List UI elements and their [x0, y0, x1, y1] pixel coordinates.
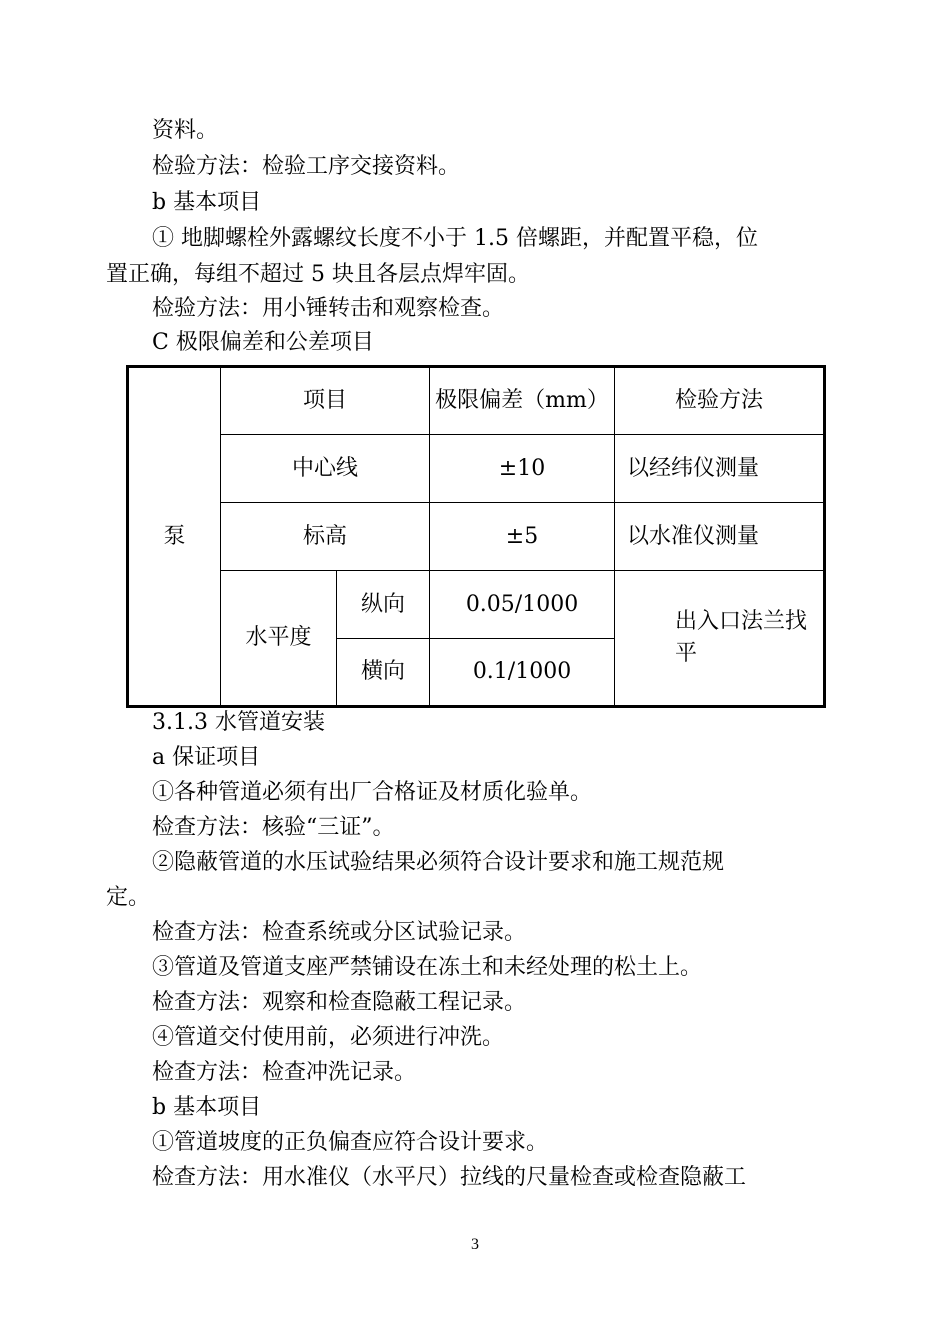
text-line: 检验方法：用小锤转击和观察检查。: [152, 296, 505, 321]
row-deviation: ±10: [430, 435, 615, 503]
text-line: 检查方法：核验“三证”。: [152, 815, 395, 840]
text-line: ① 地脚螺栓外露螺纹长度不小于 1.5 倍螺距，并配置平稳，位: [152, 226, 758, 251]
text-line: 检查方法：观察和检查隐蔽工程记录。: [152, 990, 527, 1015]
text-line: ③管道及管道支座严禁铺设在冻土和未经处理的松土上。: [152, 955, 703, 980]
row-deviation: ±5: [430, 503, 615, 571]
section-heading: C 极限偏差和公差项目: [152, 330, 374, 355]
level-sub-dir: 纵向: [337, 571, 430, 639]
level-sub-dir: 横向: [337, 639, 430, 707]
page-number: 3: [471, 1236, 479, 1253]
level-sub-deviation: 0.1/1000: [430, 639, 615, 707]
group-label-cell: [128, 367, 221, 707]
text-line: ④管道交付使用前，必须进行冲洗。: [152, 1025, 505, 1050]
text-line: 检查方法：检查冲洗记录。: [152, 1060, 417, 1085]
text-line: ②隐蔽管道的水压试验结果必须符合设计要求和施工规范规: [152, 850, 725, 875]
header-method: 检验方法: [615, 367, 825, 435]
header-item: 项目: [221, 367, 430, 435]
section-heading: a 保证项目: [152, 745, 261, 770]
row-method: 以水准仪测量: [615, 503, 825, 571]
text-line: 检查方法：检查系统或分区试验记录。: [152, 920, 527, 945]
text-line: 定。: [106, 885, 151, 910]
level-sub-deviation: 0.05/1000: [430, 571, 615, 639]
row-item: 标高: [221, 503, 430, 571]
row-method: 以经纬仪测量: [615, 435, 825, 503]
group-label: 泵: [163, 523, 186, 549]
level-label: 水平度: [221, 571, 337, 707]
text-line: 检查方法：用水准仪（水平尺）拉线的尺量检查或检查隐蔽工: [152, 1165, 747, 1190]
header-deviation: 极限偏差（mm）: [430, 367, 615, 435]
text-line: ①管道坡度的正负偏查应符合设计要求。: [152, 1130, 549, 1155]
text-line: 置正确，每组不超过 5 块且各层点焊牢固。: [106, 262, 530, 287]
section-heading: b 基本项目: [152, 190, 262, 215]
text-line: ①各种管道必须有出厂合格证及材质化验单。: [152, 780, 593, 805]
level-method: 出入口法兰找平: [615, 571, 825, 707]
text-line: 资料。: [152, 118, 219, 143]
row-item: 中心线: [221, 435, 430, 503]
section-heading: b 基本项目: [152, 1095, 262, 1120]
text-line: 检验方法：检验工序交接资料。: [152, 154, 461, 179]
tolerance-table: [126, 365, 823, 707]
section-heading: 3.1.3 水管道安装: [152, 710, 325, 735]
